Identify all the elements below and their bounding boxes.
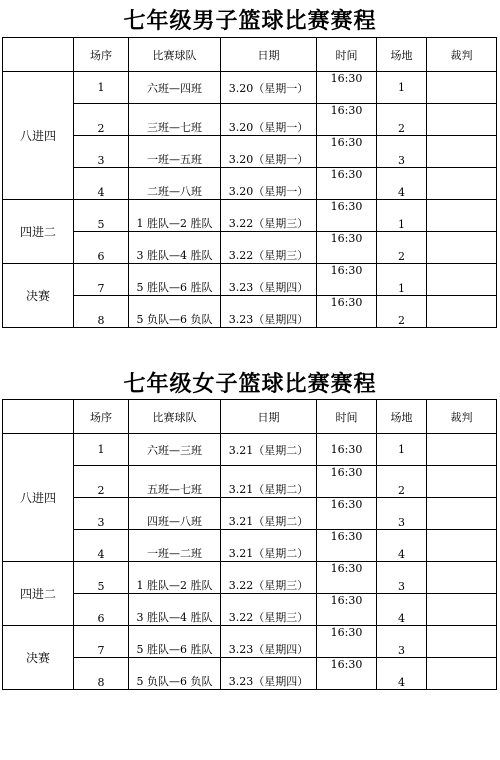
date-cell: 3.20（星期一） [221,104,317,136]
teams-cell: 三班—七班 [129,104,221,136]
header-order: 场序 [74,400,129,434]
teams-cell: 5 胜队—6 胜队 [129,264,221,296]
table-row [3,104,497,136]
referee-cell [427,530,497,562]
referee-cell [427,104,497,136]
order-cell: 4 [74,168,129,200]
time-cell: 16:30 [317,434,377,466]
table-row [3,264,497,296]
venue-cell: 2 [377,466,427,498]
teams-cell: 六班—三班 [129,434,221,466]
stage-cell: 决赛 [3,264,74,328]
venue-cell: 4 [377,168,427,200]
header-date: 日期 [221,400,317,434]
teams-cell: 1 胜队—2 胜队 [129,200,221,232]
teams-cell: 五班—七班 [129,466,221,498]
date-cell: 3.23（星期四） [221,626,317,658]
time-cell: 16:30 [317,562,377,594]
referee-cell [427,264,497,296]
venue-cell: 2 [377,232,427,264]
venue-cell: 1 [377,72,427,104]
table-row [3,594,497,626]
boys-schedule-title: 七年级男子篮球比赛赛程 [123,8,377,34]
time-cell: 16:30 [317,530,377,562]
header-teams: 比赛球队 [129,38,221,72]
table-row [3,466,497,498]
venue-cell: 3 [377,562,427,594]
teams-cell: 3 胜队—4 胜队 [129,594,221,626]
header-date: 日期 [221,38,317,72]
order-cell: 5 [74,562,129,594]
time-cell: 16:30 [317,658,377,690]
header-order: 场序 [74,38,129,72]
teams-cell: 六班—四班 [129,72,221,104]
header-stage [3,38,74,72]
venue-cell: 1 [377,434,427,466]
referee-cell [427,434,497,466]
table-row [3,562,497,594]
referee-cell [427,658,497,690]
date-cell: 3.21（星期二） [221,498,317,530]
venue-cell: 2 [377,296,427,328]
venue-cell: 1 [377,200,427,232]
time-cell: 16:30 [317,594,377,626]
date-cell: 3.22（星期三） [221,232,317,264]
teams-cell: 四班—八班 [129,498,221,530]
teams-cell: 5 负队—6 负队 [129,658,221,690]
referee-cell [427,626,497,658]
date-cell: 3.22（星期三） [221,562,317,594]
table-row [3,658,497,690]
table-row [3,168,497,200]
venue-cell: 4 [377,594,427,626]
stage-cell: 决赛 [3,626,74,690]
order-cell: 5 [74,200,129,232]
date-cell: 3.22（星期三） [221,200,317,232]
order-cell: 7 [74,264,129,296]
venue-cell: 3 [377,498,427,530]
header-stage [3,400,74,434]
order-cell: 7 [74,626,129,658]
header-venue: 场地 [377,38,427,72]
table-row [3,232,497,264]
order-cell: 4 [74,530,129,562]
order-cell: 1 [74,72,129,104]
referee-cell [427,168,497,200]
header-time: 时间 [317,38,377,72]
time-cell: 16:30 [317,72,377,104]
stage-cell: 四进二 [3,562,74,626]
header-referee: 裁判 [427,38,497,72]
referee-cell [427,466,497,498]
venue-cell: 2 [377,104,427,136]
header-teams: 比赛球队 [129,400,221,434]
header-referee: 裁判 [427,400,497,434]
table-row [3,498,497,530]
time-cell: 16:30 [317,626,377,658]
order-cell: 8 [74,658,129,690]
venue-cell: 3 [377,136,427,168]
table-row [3,626,497,658]
referee-cell [427,72,497,104]
referee-cell [427,200,497,232]
date-cell: 3.22（星期三） [221,594,317,626]
girls-schedule-table [2,399,497,690]
time-cell: 16:30 [317,296,377,328]
order-cell: 2 [74,104,129,136]
venue-cell: 4 [377,530,427,562]
time-cell: 16:30 [317,498,377,530]
venue-cell: 3 [377,626,427,658]
teams-cell: 一班—二班 [129,530,221,562]
venue-cell: 4 [377,658,427,690]
teams-cell: 一班—五班 [129,136,221,168]
time-cell: 16:30 [317,264,377,296]
stage-cell: 八进四 [3,72,74,200]
order-cell: 3 [74,498,129,530]
time-cell: 16:30 [317,136,377,168]
date-cell: 3.20（星期一） [221,72,317,104]
table-row [3,296,497,328]
date-cell: 3.23（星期四） [221,658,317,690]
referee-cell [427,562,497,594]
time-cell: 16:30 [317,232,377,264]
teams-cell: 二班—八班 [129,168,221,200]
date-cell: 3.21（星期二） [221,530,317,562]
table-row [3,530,497,562]
header-time: 时间 [317,400,377,434]
order-cell: 6 [74,594,129,626]
time-cell: 16:30 [317,466,377,498]
table-row [3,72,497,104]
referee-cell [427,296,497,328]
date-cell: 3.23（星期四） [221,296,317,328]
header-venue: 场地 [377,400,427,434]
time-cell: 16:30 [317,104,377,136]
table-header-row [3,38,497,72]
date-cell: 3.20（星期一） [221,168,317,200]
teams-cell: 3 胜队—4 胜队 [129,232,221,264]
venue-cell: 1 [377,264,427,296]
order-cell: 6 [74,232,129,264]
date-cell: 3.21（星期二） [221,434,317,466]
time-cell: 16:30 [317,200,377,232]
time-cell: 16:30 [317,168,377,200]
stage-cell: 八进四 [3,434,74,562]
table-row [3,136,497,168]
order-cell: 1 [74,434,129,466]
date-cell: 3.23（星期四） [221,264,317,296]
table-header-row [3,400,497,434]
teams-cell: 5 胜队—6 胜队 [129,626,221,658]
referee-cell [427,594,497,626]
order-cell: 8 [74,296,129,328]
order-cell: 3 [74,136,129,168]
referee-cell [427,232,497,264]
table-row [3,200,497,232]
date-cell: 3.21（星期二） [221,466,317,498]
girls-schedule-title: 七年级女子篮球比赛赛程 [123,371,377,397]
order-cell: 2 [74,466,129,498]
date-cell: 3.20（星期一） [221,136,317,168]
boys-schedule-table [2,37,497,328]
stage-cell: 四进二 [3,200,74,264]
referee-cell [427,498,497,530]
referee-cell [427,136,497,168]
table-row [3,434,497,466]
teams-cell: 5 负队—6 负队 [129,296,221,328]
teams-cell: 1 胜队—2 胜队 [129,562,221,594]
